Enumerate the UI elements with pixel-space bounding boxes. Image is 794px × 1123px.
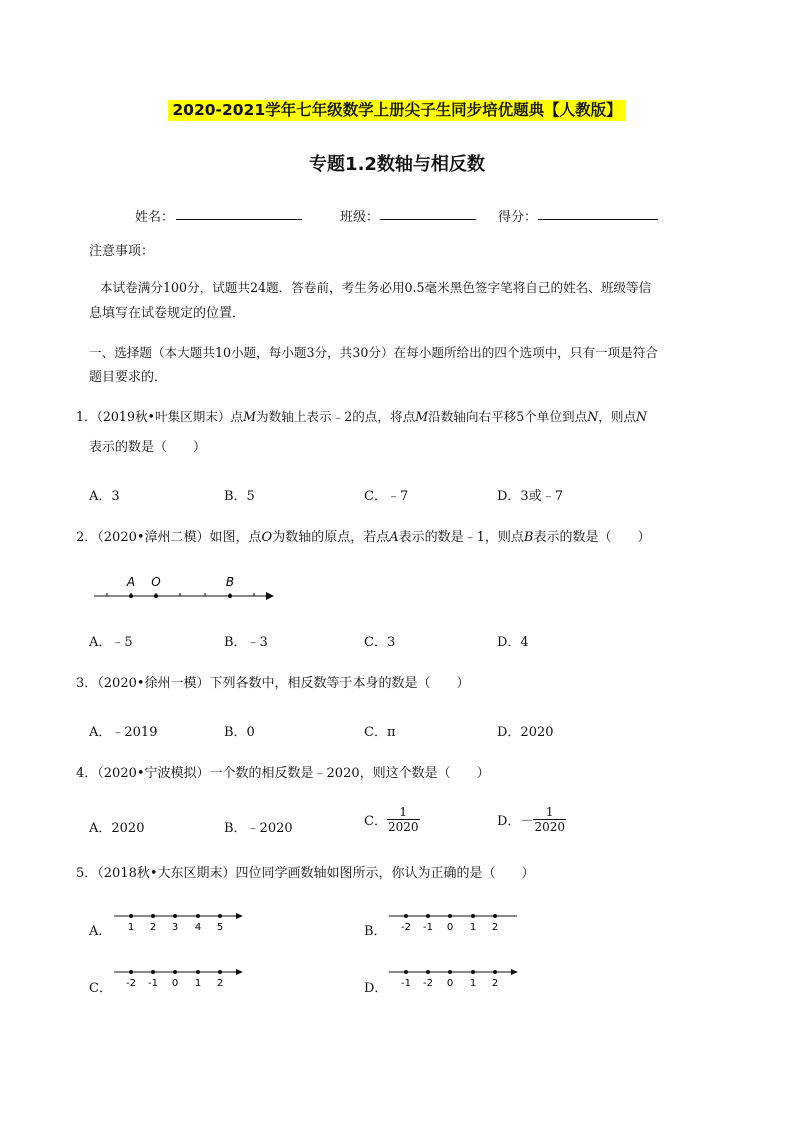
tick-label: 0 (171, 978, 179, 989)
tick-label: -2 (423, 978, 433, 989)
tick-label: 2 (149, 922, 157, 933)
tick-label: 2 (216, 978, 224, 989)
q5-axis-a (112, 908, 247, 934)
q1-var-n: N (636, 409, 648, 424)
tick-label: 2 (491, 978, 499, 989)
tick-label: -2 (401, 922, 411, 933)
q3-option-a[interactable]: A．﹣2019 (89, 725, 158, 740)
point-a (129, 594, 133, 598)
q1-var-m: M (415, 409, 429, 424)
section1-line2: 题目要求的． (89, 370, 168, 385)
q1-text-3: ，则点 (598, 409, 637, 424)
score-field[interactable] (538, 219, 658, 220)
notice-heading: 注意事项： (89, 244, 155, 259)
tick-label: 2 (491, 922, 499, 933)
fraction-denominator: 2020 (534, 820, 565, 834)
label-o: O (151, 575, 161, 589)
q2-var-a: A (389, 530, 399, 545)
tick-label: 0 (446, 978, 454, 989)
q4-option-a[interactable]: A．2020 (89, 821, 145, 836)
q2-option-c[interactable]: C．3 (364, 635, 396, 650)
point-o (154, 594, 158, 598)
notice-line1: 本试卷满分100分，试题共24题．答卷前，考生务必用0.5毫米黑色签字笔将自己的姓名、班级等信 (100, 280, 652, 295)
q1-number: 1． (76, 409, 97, 424)
q2-option-b[interactable]: B．﹣3 (224, 635, 268, 650)
section1-line1: 一、选择题（本大题共10小题，每小题3分，共30分）在每小题所给出的四个选项中，只有一项是符合 (89, 345, 659, 360)
point-b (228, 594, 232, 598)
header-banner: 2020-2021学年七年级数学上册尖子生同步培优题典【人教版】 (168, 100, 626, 121)
question-2 (76, 530, 650, 546)
fraction-numerator: 1 (545, 805, 554, 819)
tick-label: -2 (126, 978, 136, 989)
tick-label: 3 (171, 922, 179, 933)
q2-number: 2． (76, 530, 98, 545)
notice-line2: 息填写在试卷规定的位置． (89, 306, 246, 321)
name-field[interactable] (176, 219, 302, 220)
tick-label: 1 (127, 922, 135, 933)
question-5: 5．（2018秋•大东区期末）四位同学画数轴如图所示，你认为正确的是（ ） (76, 866, 535, 881)
score-label: 得分： (498, 210, 538, 225)
tick-label: 5 (216, 922, 224, 933)
q2-text-1: （2020•漳州二模）如图，点 (97, 530, 262, 545)
q5-axis-c (112, 964, 247, 990)
fraction-denominator: 2020 (387, 820, 419, 834)
q4-option-c-fraction (387, 805, 420, 834)
q2-text-2: 为数轴的原点，若点 (272, 530, 390, 545)
question-3: 3．（2020•徐州一模）下列各数中，相反数等于本身的数是（ ） (76, 676, 470, 691)
minus-sign: － (520, 814, 534, 829)
class-field[interactable] (380, 219, 476, 220)
q4-option-c-letter: C． (364, 814, 387, 829)
label-a: A (126, 575, 136, 589)
q4-option-d-letter: D． (497, 814, 521, 829)
name-label: 姓名： (135, 210, 175, 225)
fraction-numerator: 1 (399, 805, 408, 819)
question-1 (76, 409, 647, 425)
q1-option-c[interactable]: C．﹣7 (364, 489, 409, 504)
q1-text-2: 沿数轴向右平移5个单位到点 (428, 409, 588, 424)
question-4: 4．（2020•宁波模拟）一个数的相反数是﹣2020，则这个数是（ ） (76, 766, 490, 781)
q3-option-c[interactable]: C．π (364, 725, 396, 740)
q4-option-d[interactable] (497, 805, 566, 834)
q5-option-a[interactable]: A． (89, 924, 112, 939)
q1-option-d[interactable]: D．3或﹣7 (497, 489, 563, 504)
tick-label: 1 (469, 978, 477, 989)
q5-axis-d (387, 964, 522, 990)
q2-text-4: 表示的数是（ ） (533, 530, 651, 545)
tick-label: 0 (446, 922, 454, 933)
q2-var-o: O (261, 530, 273, 545)
q2-number-line (90, 570, 275, 606)
q2-text-3: 表示的数是﹣1，则点 (398, 530, 524, 545)
q3-option-d[interactable]: D．2020 (497, 725, 554, 740)
q3-option-b[interactable]: B．0 (224, 725, 255, 740)
q1-option-b[interactable]: B．5 (224, 489, 255, 504)
q1-option-a[interactable]: A．3 (89, 489, 120, 504)
q5-option-c[interactable]: C． (89, 981, 112, 996)
class-label: 班级： (340, 210, 380, 225)
tick-label: 1 (194, 978, 202, 989)
q4-option-d-fraction (533, 805, 566, 834)
question-1-line2: 表示的数是（ ） (89, 440, 207, 455)
tick-label: 4 (194, 922, 202, 933)
q2-var-b: B (523, 530, 534, 545)
q1-text-1: 为数轴上表示﹣2的点，将点 (256, 409, 416, 424)
q1-source: （2019秋•叶集区期末）点 (96, 409, 244, 424)
q5-axis-b (387, 908, 522, 934)
q5-option-b[interactable]: B． (364, 924, 387, 939)
q5-option-d[interactable]: D． (364, 981, 388, 996)
q2-option-a[interactable]: A．﹣5 (89, 635, 133, 650)
tick-label: -1 (423, 922, 433, 933)
tick-label: -1 (148, 978, 158, 989)
tick-label: 1 (469, 922, 477, 933)
q1-var-n: N (587, 409, 599, 424)
label-b: B (225, 575, 235, 589)
q2-option-d[interactable]: D．4 (497, 635, 529, 650)
page-title: 专题1.2数轴与相反数 (309, 154, 485, 175)
q1-var-m: M (243, 409, 257, 424)
q4-option-c[interactable] (364, 805, 420, 834)
q4-option-b[interactable]: B．﹣2020 (224, 821, 293, 836)
tick-label: -1 (401, 978, 411, 989)
